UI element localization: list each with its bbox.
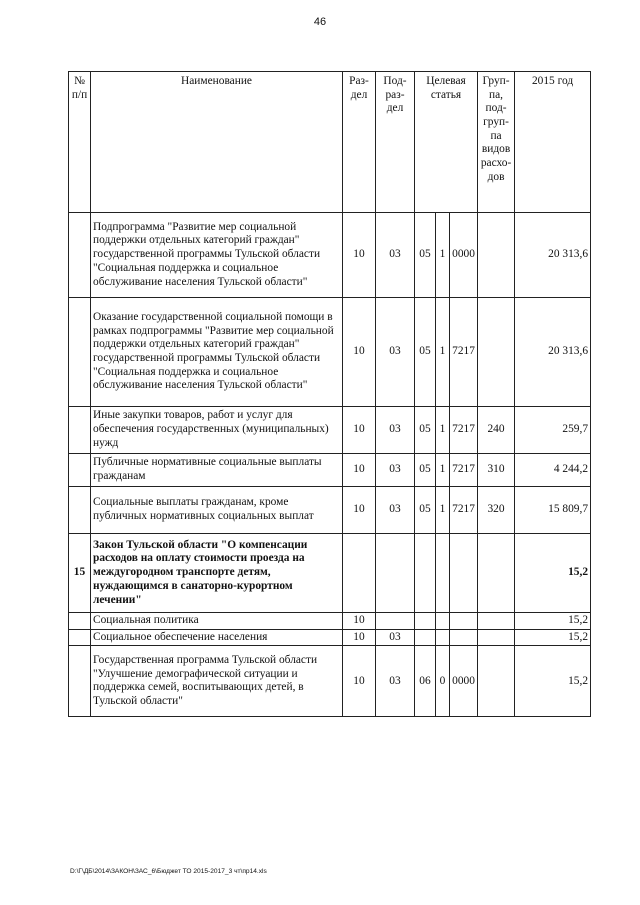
row-target-direction: 0000 [450, 646, 478, 717]
row-podrazdel: 03 [376, 454, 415, 487]
row-amount: 15,2 [515, 534, 591, 613]
row-target-subprogram [436, 629, 450, 646]
row-target-program: 05 [415, 487, 436, 534]
table-row [69, 407, 591, 454]
row-target-direction: 7217 [450, 487, 478, 534]
row-name: Социальное обеспечение населения [91, 629, 343, 646]
row-target-direction: 7217 [450, 454, 478, 487]
row-name: Оказание государственной социальной помощи в рамках подпрограммы "Развитие мер социальной поддержки отдельных категорий граждан" государственной программы Тульской области "Социальная поддержка и социальное обслуживание населения Тульской области" [91, 298, 343, 407]
table-row [69, 534, 591, 613]
row-num [69, 298, 91, 407]
row-target-subprogram: 1 [436, 454, 450, 487]
row-group [478, 534, 515, 613]
row-razdel: 10 [343, 407, 376, 454]
col-header-group: Груп- па, под- груп- па видов расхо- дов [478, 72, 515, 213]
row-target-subprogram: 1 [436, 213, 450, 298]
table-header-row [69, 72, 591, 213]
row-target-program: 05 [415, 407, 436, 454]
row-podrazdel: 03 [376, 629, 415, 646]
row-name: Государственная программа Тульской области "Улучшение демографической ситуации и поддержка семей, воспитывающих детей, в Тульской области" [91, 646, 343, 717]
row-target-direction [450, 534, 478, 613]
row-razdel: 10 [343, 454, 376, 487]
row-num [69, 213, 91, 298]
row-name: Социальные выплаты гражданам, кроме публичных нормативных социальных выплат [91, 487, 343, 534]
row-target-program [415, 613, 436, 630]
row-num [69, 407, 91, 454]
row-name: Публичные нормативные социальные выплаты гражданам [91, 454, 343, 487]
page-number: 46 [313, 16, 327, 28]
row-target-program: 06 [415, 646, 436, 717]
row-razdel [343, 534, 376, 613]
table-row [69, 454, 591, 487]
row-target-direction: 7217 [450, 298, 478, 407]
col-header-num: № п/п [69, 72, 91, 213]
table-row [69, 487, 591, 534]
table-row [69, 629, 591, 646]
row-name: Социальная политика [91, 613, 343, 630]
row-podrazdel: 03 [376, 646, 415, 717]
row-amount: 15,2 [515, 646, 591, 717]
row-amount: 15 809,7 [515, 487, 591, 534]
row-group [478, 298, 515, 407]
row-group [478, 213, 515, 298]
row-podrazdel: 03 [376, 487, 415, 534]
col-header-year: 2015 год [515, 72, 591, 213]
col-header-podrazdel: Под- раз- дел [376, 72, 415, 213]
col-header-name: Наименование [91, 72, 343, 213]
row-target-program: 05 [415, 454, 436, 487]
row-target-subprogram: 1 [436, 407, 450, 454]
row-target-subprogram: 0 [436, 646, 450, 717]
row-target-subprogram: 1 [436, 298, 450, 407]
row-razdel: 10 [343, 629, 376, 646]
row-amount: 259,7 [515, 407, 591, 454]
table-row [69, 613, 591, 630]
row-amount: 20 313,6 [515, 213, 591, 298]
row-num [69, 454, 91, 487]
col-header-target: Целевая статья [415, 72, 478, 213]
row-razdel: 10 [343, 613, 376, 630]
row-amount: 20 313,6 [515, 298, 591, 407]
row-target-subprogram [436, 613, 450, 630]
row-num [69, 629, 91, 646]
row-target-subprogram [436, 534, 450, 613]
row-group: 240 [478, 407, 515, 454]
row-podrazdel [376, 613, 415, 630]
row-group: 320 [478, 487, 515, 534]
row-group [478, 629, 515, 646]
row-target-direction [450, 629, 478, 646]
row-group [478, 646, 515, 717]
col-header-razdel: Раз- дел [343, 72, 376, 213]
row-group [478, 613, 515, 630]
row-target-program [415, 534, 436, 613]
row-podrazdel: 03 [376, 407, 415, 454]
table-row [69, 298, 591, 407]
file-path-footer: D:\Г\ДБ\2014\ЗАКОН\ЗАС_6\Бюджет ТО 2015-2017_3 чт\пр14.xls [70, 868, 267, 875]
row-num [69, 646, 91, 717]
row-target-program [415, 629, 436, 646]
row-name: Закон Тульской области "О компенсации расходов на оплату стоимости проезда на междугородном транспорте детям, нуждающимся в санаторно-курортном лечении" [91, 534, 343, 613]
table-row [69, 213, 591, 298]
row-target-direction: 7217 [450, 407, 478, 454]
row-group: 310 [478, 454, 515, 487]
row-amount: 15,2 [515, 629, 591, 646]
row-podrazdel: 03 [376, 298, 415, 407]
row-amount: 15,2 [515, 613, 591, 630]
row-target-program: 05 [415, 213, 436, 298]
row-name: Подпрограмма "Развитие мер социальной поддержки отдельных категорий граждан" государственной программы Тульской области "Социальная поддержка и социальное обслуживание населения Тульской области" [91, 213, 343, 298]
row-amount: 4 244,2 [515, 454, 591, 487]
row-num [69, 613, 91, 630]
budget-table [68, 71, 591, 717]
row-razdel: 10 [343, 298, 376, 407]
row-name: Иные закупки товаров, работ и услуг для обеспечения государственных (муниципальных) нужд [91, 407, 343, 454]
row-razdel: 10 [343, 646, 376, 717]
row-num: 15 [69, 534, 91, 613]
row-target-subprogram: 1 [436, 487, 450, 534]
row-razdel: 10 [343, 487, 376, 534]
row-podrazdel [376, 534, 415, 613]
row-target-direction: 0000 [450, 213, 478, 298]
row-razdel: 10 [343, 213, 376, 298]
table-row [69, 646, 591, 717]
row-podrazdel: 03 [376, 213, 415, 298]
row-num [69, 487, 91, 534]
row-target-direction [450, 613, 478, 630]
row-target-program: 05 [415, 298, 436, 407]
